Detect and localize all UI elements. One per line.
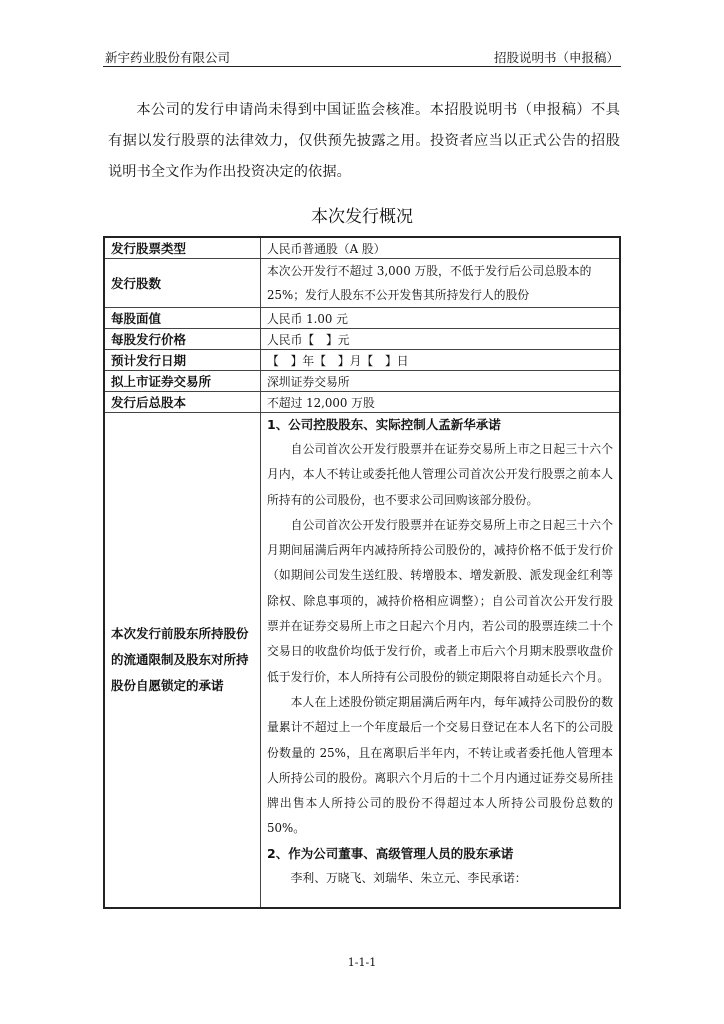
header-company: 新宇药业股份有限公司 <box>105 50 231 65</box>
table-row <box>104 237 620 259</box>
table-row <box>104 308 620 329</box>
table-row-lockup <box>104 413 620 909</box>
row-value: 人民币普通股（A 股） <box>261 237 621 259</box>
notice-block <box>108 95 620 188</box>
row-value: 人民币 1.00 元 <box>261 308 621 329</box>
row-label: 预计发行日期 <box>104 350 261 371</box>
table-row <box>104 350 620 371</box>
table-row <box>104 371 620 392</box>
section-title: 本次发行概况 <box>311 207 413 227</box>
lockup-paragraph: 自公司首次公开发行股票并在证券交易所上市之日起三十六个月内，本人不转让或委托他人管理公司首次公开发行股票之前本人所持有的公司股份，也不要求公司回购该部分股份。 <box>267 442 613 507</box>
lockup-paragraph: 李利、万晓飞、刘瑞华、朱立元、李民承诺： <box>290 870 527 885</box>
lockup-paragraph: 自公司首次公开发行股票并在证券交易所上市之日起三十六个月期间届满后两年内减持所持公司股份的，减持价格不低于发行价（如期间公司发生送红股、转增股本、增发新股、派发现金红利等除权、除息事项的，减持价格相应调整）；自公司首次公开发行股票并在证券交易所上市之日起六个月内，若公司的股票连续二十个交易日的收盘价均低于发行价，或者上市后六个月期末股票收盘价低于发行价，本人所持有公司股份的锁定期限将自动延长六个月。 <box>267 517 613 684</box>
page-header <box>103 46 621 67</box>
row-value: 【 】年【 】月【 】日 <box>261 350 621 371</box>
table-row <box>104 259 620 308</box>
lockup-label: 本次发行前股东所持股份的流通限制及股东对所持股份自愿锁定的承诺 <box>104 413 261 909</box>
row-value: 本次公开发行不超过 3,000 万股，不低于发行后公司总股本的 25%；发行人股东不公开发售其所持发行人的股份 <box>261 259 621 308</box>
row-label: 每股面值 <box>104 308 261 329</box>
row-label: 发行后总股本 <box>104 392 261 413</box>
lockup-content <box>261 413 621 909</box>
table-row <box>104 392 620 413</box>
header-doc-type: 招股说明书（申报稿） <box>493 50 619 65</box>
row-label: 拟上市证券交易所 <box>104 371 261 392</box>
row-value: 人民币【 】元 <box>261 329 621 350</box>
notice-text: 本公司的发行申请尚未得到中国证监会核准。本招股说明书（申报稿）不具有据以发行股票的法律效力，仅供预先披露之用。投资者应当以正式公告的招股说明书全文作为作出投资决定的依据。 <box>108 102 620 180</box>
row-value: 深圳证券交易所 <box>261 371 621 392</box>
lockup-paragraph: 本人在上述股份锁定期届满后两年内，每年减持公司股份的数量累计不超过上一个年度最后一个交易日登记在本人名下的公司股份数量的 25%，且在离职后半年内，不转让或者委托他人管理本人所持公司的股份。离职六个月后的十二个月内通过证券交易所挂牌出售本人所持公司的股份不得超过本人所持公司股份总数的 50%。 <box>267 694 613 836</box>
row-label: 每股发行价格 <box>104 329 261 350</box>
row-label: 发行股票类型 <box>104 237 261 259</box>
row-value: 不超过 12,000 万股 <box>261 392 621 413</box>
page-number: 1-1-1 <box>347 956 377 969</box>
lockup-heading-2: 2、作为公司董事、高级管理人员的股东承诺 <box>267 845 514 861</box>
lockup-heading-1: 1、公司控股股东、实际控制人孟新华承诺 <box>267 417 501 432</box>
table-row <box>104 329 620 350</box>
row-label: 发行股数 <box>104 259 261 308</box>
offering-overview-table <box>103 236 621 909</box>
